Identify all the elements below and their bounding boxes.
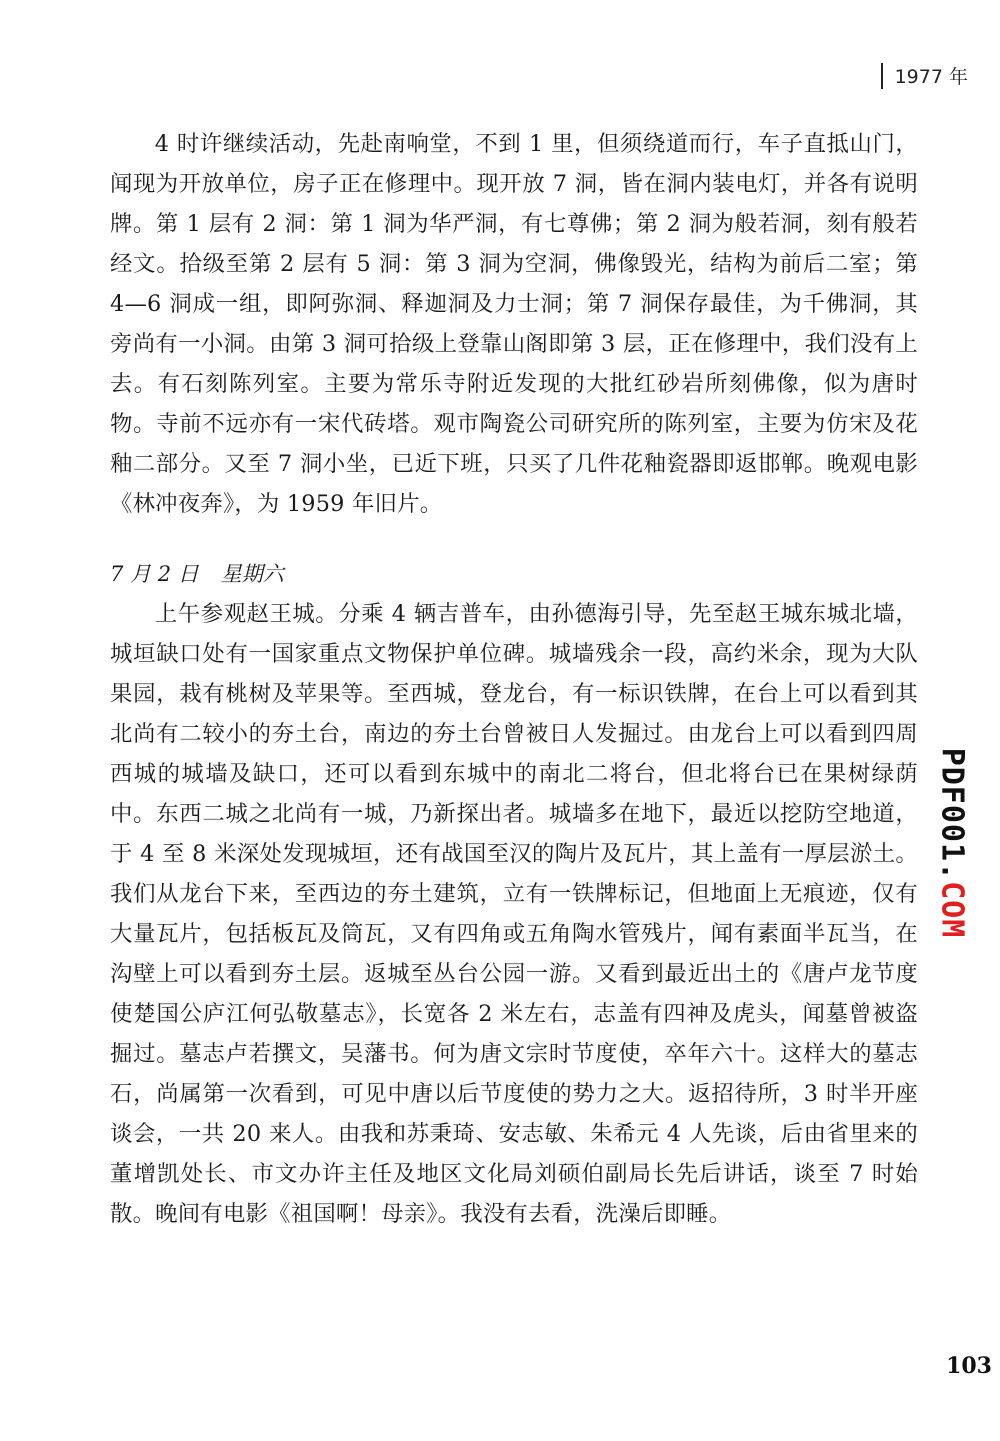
header-year: 1977 年 xyxy=(894,66,968,88)
diary-date-heading xyxy=(110,554,918,594)
running-header xyxy=(881,62,968,89)
paragraph-july-2: 上午参观赵王城。分乘 4 辆吉普车，由孙德海引导，先至赵王城东城北墙，城垣缺口处有一国家重点文物保护单位碑。城墙残余一段，高约米余，现为大队果园，栽有桃树及苹果等。至西城，登龙台，有一标识铁牌，在台上可以看到其北尚有二较小的夯土台，南边的夯土台曾被日人发掘过。由龙台上可以看到四周西城的城墙及缺口，还可以看到东城中的南北二将台，但北将台已在果树绿荫中。东西二城之北尚有一城，乃新探出者。城墙多在地下，最近以挖防空地道，于 4 至 8 米深处发现城垣，还有战国至汉的陶片及瓦片，其上盖有一厚层淤土。我们从龙台下来，至西边的夯土建筑，立有一铁牌标记，但地面上无痕迹，仅有大量瓦片，包括板瓦及筒瓦，又有四角或五角陶水管残片，闻有素面半瓦当，在沟壁上可以看到夯土层。返城至丛台公园一游。又看到最近出土的《唐卢龙节度使楚国公庐江何弘敬墓志》，长宽各 2 米左右，志盖有四神及虎头，闻墓曾被盗掘过。墓志卢若撰文，吴藩书。何为唐文宗时节度使，卒年六十。这样大的墓志石，尚属第一次看到，可见中唐以后节度使的势力之大。返招待所，3 时半开座谈会，一共 20 来人。由我和苏秉琦、安志敏、朱希元 4 人先谈，后由省里来的董增凯处长、市文办许主任及地区文化局刘硕伯副局长先后讲话，谈至 7 时始散。晚间有电影《祖国啊！母亲》。我没有去看，洗澡后即睡。 xyxy=(110,601,918,1227)
page-body xyxy=(110,124,918,1234)
page-number: 103 xyxy=(946,1353,992,1379)
watermark-text-com: COM xyxy=(934,881,970,939)
header-divider xyxy=(881,63,883,89)
watermark-text-main: PDF001. xyxy=(934,747,970,882)
diary-weekday: 星期六 xyxy=(220,562,284,586)
watermark-logo xyxy=(935,748,970,939)
diary-date: 7 月 2 日 xyxy=(110,562,199,586)
paragraph-july-1-afternoon: 4 时许继续活动，先赴南响堂，不到 1 里，但须绕道而行，车子直抵山门，闻现为开放单位，房子正在修理中。现开放 7 洞，皆在洞内装电灯，并各有说明牌。第 1 层有 2 洞：第 1 洞为华严洞，有七尊佛；第 2 洞为般若洞，刻有般若经文。拾级至第 2 层有 5 洞：第 3 洞为空洞，佛像毁光，结构为前后二室；第 4—6 洞成一组，即阿弥洞、释迦洞及力士洞；第 7 洞保存最佳，为千佛洞，其旁尚有一小洞。由第 3 洞可拾级上登靠山阁即第 3 层，正在修理中，我们没有上去。有石刻陈列室。主要为常乐寺附近发现的大批红砂岩所刻佛像，似为唐时物。寺前不远亦有一宋代砖塔。观市陶瓷公司研究所的陈列室，主要为仿宋及花釉二部分。又至 7 洞小坐，已近下班，只买了几件花釉瓷器即返邯郸。晚观电影《林冲夜奔》，为 1959 年旧片。 xyxy=(110,131,918,517)
